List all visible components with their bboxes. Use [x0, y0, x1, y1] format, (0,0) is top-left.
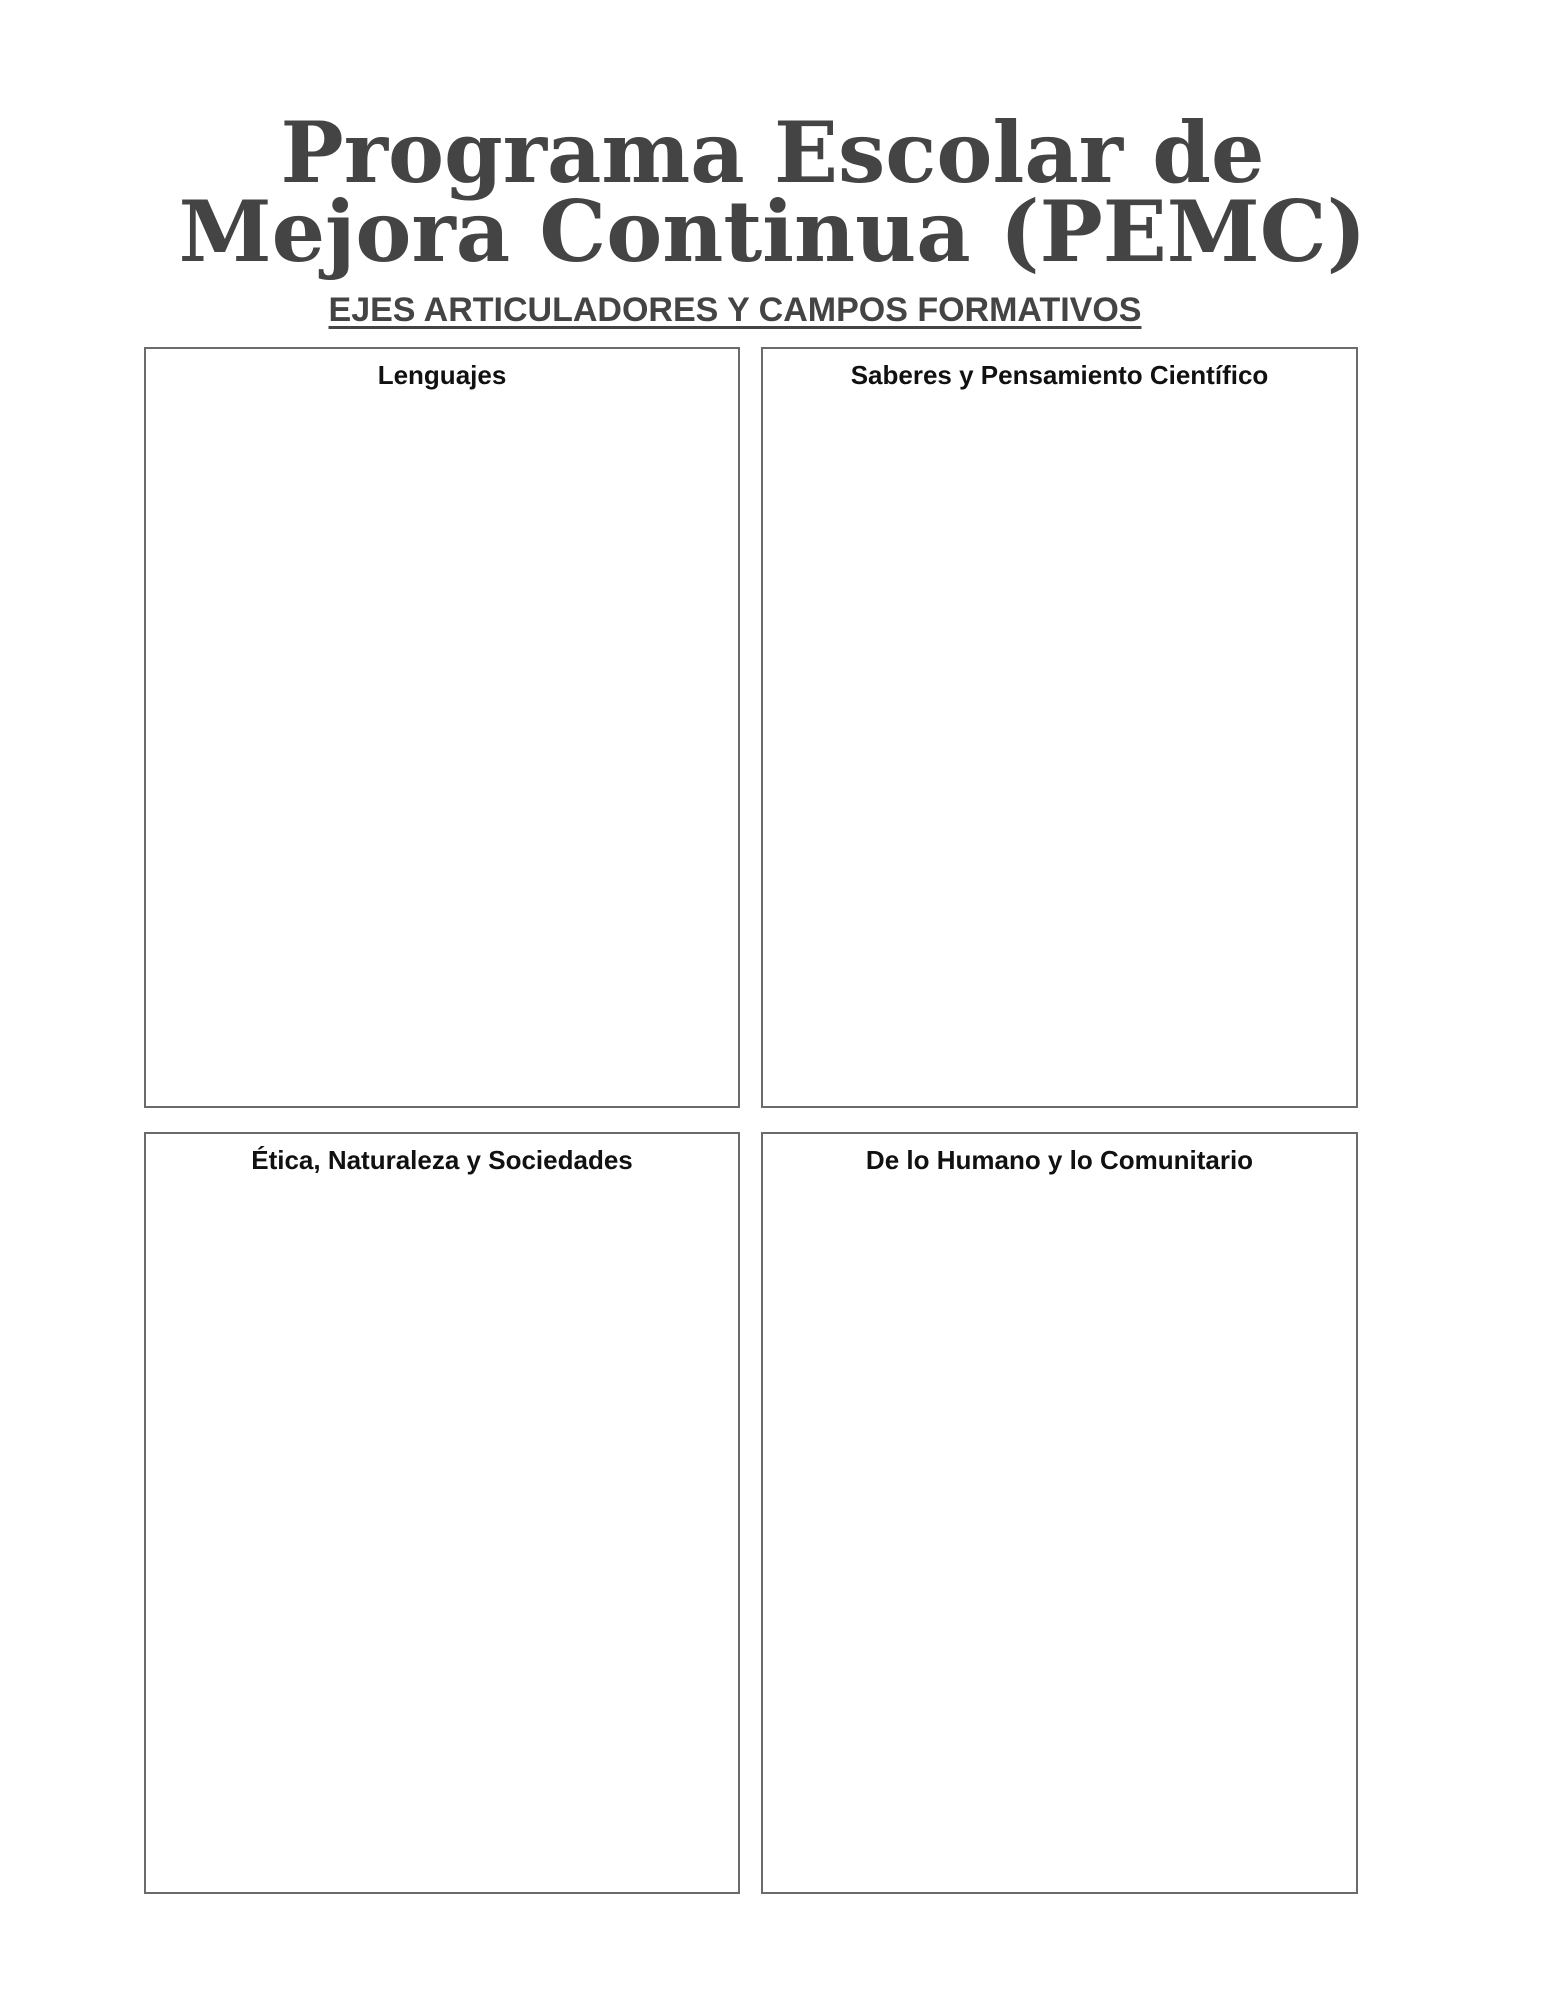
- field-box-lenguajes: [144, 347, 740, 1108]
- page-title-line-2: Mejora Continua (PEMC): [178, 182, 1367, 281]
- field-heading-etica: Ética, Naturaleza y Sociedades: [251, 1145, 633, 1175]
- field-box-saberes: [761, 347, 1358, 1108]
- page-subtitle: EJES ARTICULADORES Y CAMPOS FORMATIVOS: [328, 291, 1142, 329]
- field-box-humano: [761, 1132, 1358, 1894]
- field-heading-lenguajes: Lenguajes: [377, 360, 507, 390]
- field-box-etica: [144, 1132, 740, 1894]
- field-heading-saberes: Saberes y Pensamiento Científico: [850, 360, 1269, 390]
- page-title-line-1: Programa Escolar de: [280, 103, 1265, 202]
- field-heading-humano: De lo Humano y lo Comunitario: [865, 1145, 1254, 1175]
